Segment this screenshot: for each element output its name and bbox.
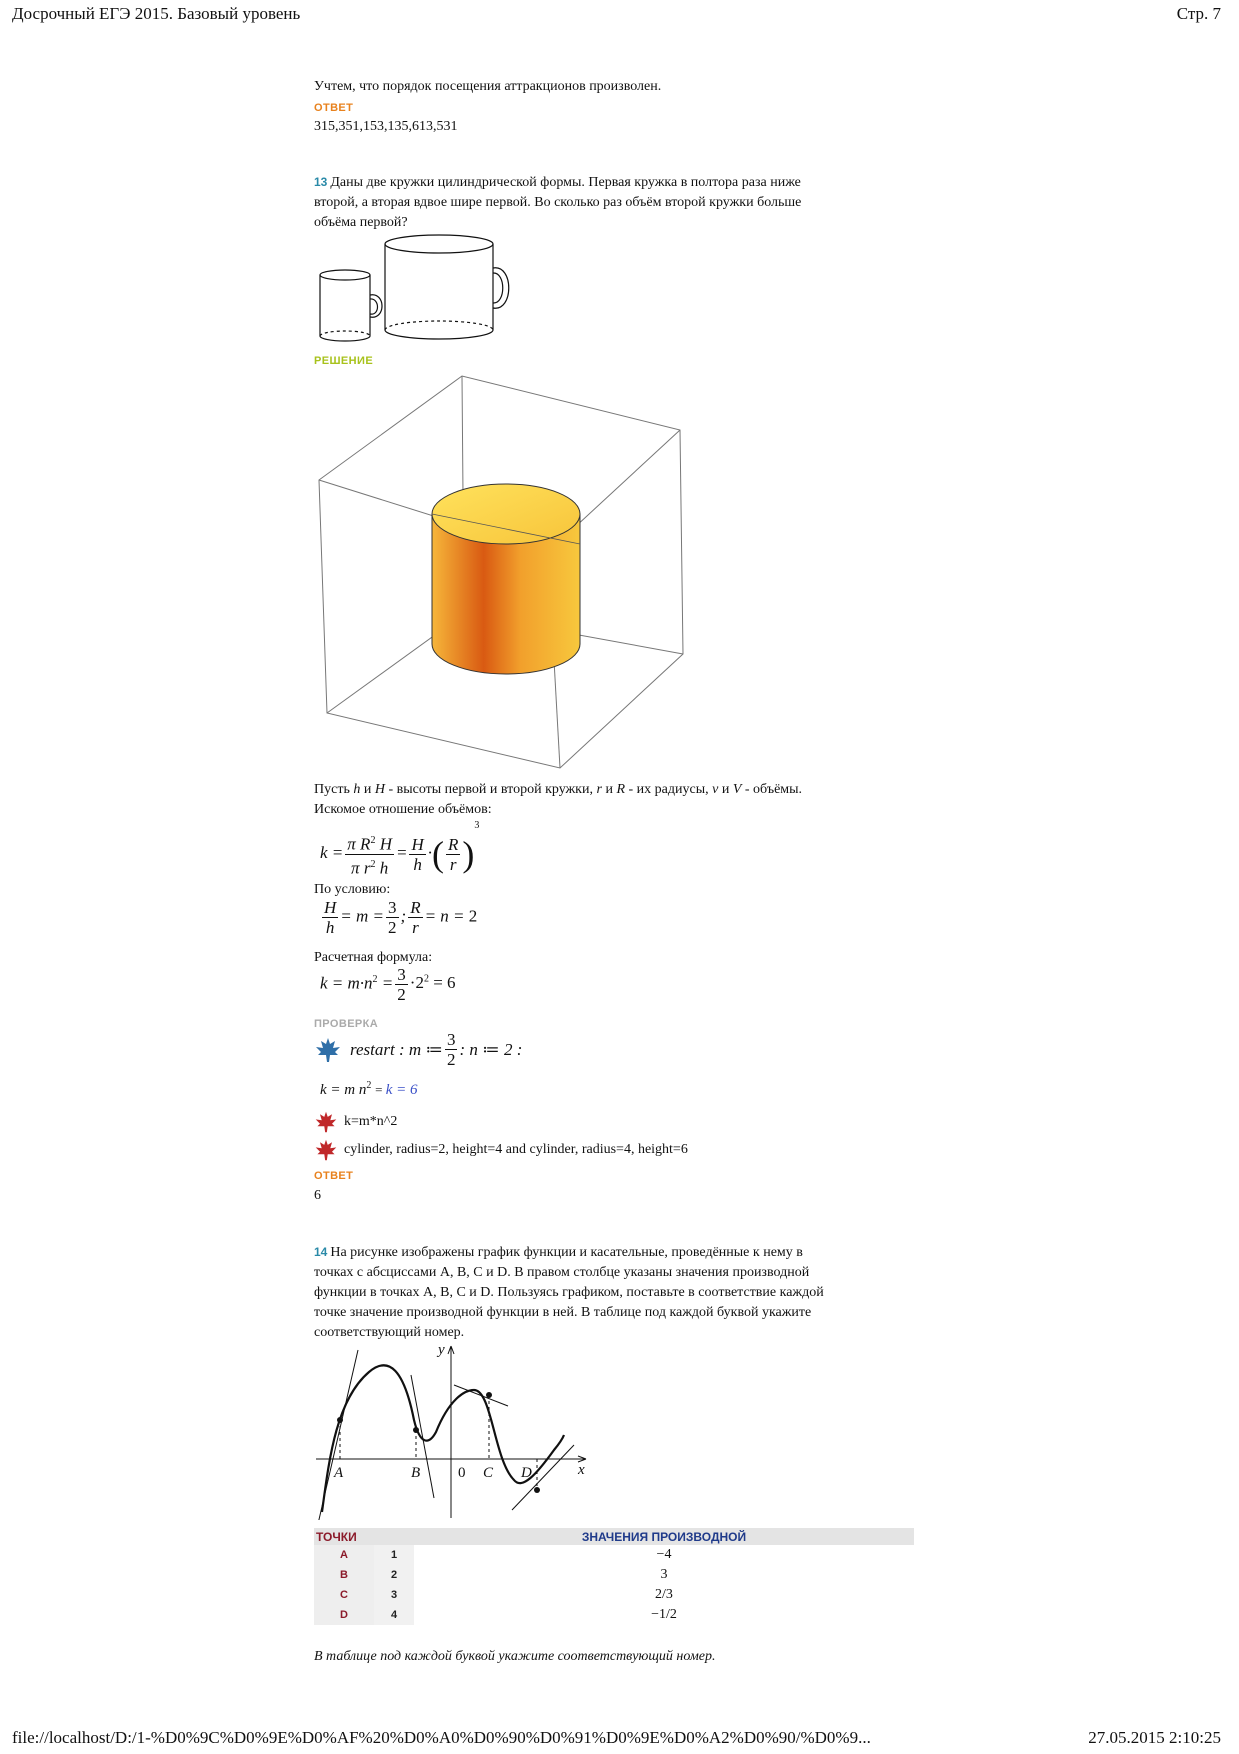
var-H: H [374, 782, 385, 797]
prev-note: Учтем, что порядок посещения аттракционов произволен. [314, 79, 662, 94]
value-cell: −4 [656, 1547, 672, 1562]
text: и [360, 782, 375, 797]
derivative-table [314, 1528, 914, 1625]
problem-14-line: На рисунке изображены график функции и касательные, проведённые к нему в [330, 1245, 803, 1260]
text: - высоты первой и второй кружки, [384, 782, 597, 797]
table-row [314, 1605, 914, 1625]
maple-result: k = 6 [385, 1082, 418, 1098]
number-cell: 1 [374, 1545, 414, 1565]
header-points: ТОЧКИ [314, 1528, 414, 1545]
problem-13-line: Даны две кружки цилиндрической формы. Первая кружка в полтора раза ниже [330, 175, 801, 190]
maple-command-tail: : n ≔ 2 : [459, 1039, 523, 1059]
maple-output-1: k = m $n^2 = k = 6$ [320, 1080, 418, 1098]
header-title: Досрочный ЕГЭ 2015. Базовый уровень [12, 4, 301, 23]
header-values: ЗНАЧЕНИЯ ПРОИЗВОДНОЙ [414, 1528, 914, 1545]
text: Пусть [314, 782, 354, 797]
point-label-b: B [411, 1465, 421, 1481]
point-cell: D [314, 1605, 374, 1625]
tangent-c [454, 1385, 508, 1406]
problem-14-line: точках с абсциссами A, B, C и D. В правом столбце указаны значения производной [314, 1265, 810, 1280]
formula-calc: $k = m\cdot n^2$ = $\frac{3}{2}$ $\cdot 2^2 = 6$ [320, 965, 456, 1004]
problem-14-number: 14 [314, 1245, 328, 1259]
maple-leaf-red-icon [314, 1110, 338, 1134]
point-cell: С [314, 1585, 374, 1605]
maple-leaf-icon [314, 1036, 342, 1064]
function-curve [322, 1365, 564, 1512]
maple-note-2 [314, 1138, 688, 1162]
text: - объёмы. [741, 782, 803, 797]
footer-url: file://localhost/D:/1-%D0%9C%D0%9E%D0%AF%20%D0%A0%D0%90%D0%91%D0%9E%D0%A2%D0%90/%D0%9... [12, 1728, 871, 1747]
maple-expression: k = m n [320, 1082, 367, 1098]
table-header [314, 1528, 914, 1545]
problem-14-line: функции в точках A, B, C и D. Пользуясь графиком, поставьте в соответствие каждой [314, 1285, 824, 1300]
y-axis-label: y [438, 1342, 445, 1358]
point-cell: В [314, 1565, 374, 1585]
text: и [718, 782, 733, 797]
table-row [314, 1545, 914, 1565]
point-label-a: A [334, 1465, 344, 1481]
problem-14-line: точке значение производной функции в ней. В таблице под каждой буквой укажите [314, 1305, 812, 1320]
var-v: v [712, 782, 719, 797]
maple-text: k=m*n^2 [344, 1114, 398, 1129]
text: - их радиусы, [625, 782, 713, 797]
var-r: r [596, 782, 602, 797]
ratio-text: Искомое отношение объёмов: [314, 802, 492, 817]
maple-command: restart : m ≔ [350, 1039, 443, 1059]
maple-leaf-red-icon [314, 1138, 338, 1162]
text: и [601, 782, 617, 797]
let-definition [314, 780, 914, 800]
var-R: R [616, 782, 625, 797]
maple-note-1 [314, 1110, 397, 1134]
point-label-c: C [483, 1465, 494, 1481]
check-label: ПРОВЕРКА [314, 1018, 379, 1030]
problem-13-number: 13 [314, 175, 328, 189]
problem-13-text [314, 172, 914, 233]
table-footnote: В таблице под каждой буквой укажите соответствующий номер. [314, 1649, 716, 1664]
problem-14-line: соответствующий номер. [314, 1325, 465, 1340]
number-cell: 3 [374, 1585, 414, 1605]
header-page-number: Стр. 7 [1176, 4, 1221, 23]
function-graph [314, 1340, 594, 1520]
x-axis-label: x [578, 1462, 585, 1478]
var-V: V [732, 782, 742, 797]
maple-text: cylinder, radius=2, height=4 and cylinder, radius=4, height=6 [344, 1142, 688, 1157]
solution-label: РЕШЕНИЕ [314, 355, 374, 367]
footer-datetime: 27.05.2015 2:10:25 [1088, 1728, 1221, 1747]
problem-13-line: объёма первой? [314, 215, 408, 230]
cylinder-3d-plot [314, 374, 684, 774]
value-cell: 2/3 [655, 1587, 673, 1602]
prev-answer: 315,351,153,135,613,531 [314, 119, 458, 134]
answer-13-label: ОТВЕТ [314, 1170, 354, 1182]
number-cell: 4 [374, 1605, 414, 1625]
calc-text: Расчетная формула: [314, 950, 433, 965]
maple-input-1: restart : m ≔ $\frac{3}{2}$ : n ≔ 2 : [314, 1030, 522, 1069]
table-row [314, 1565, 914, 1585]
point-cell: А [314, 1545, 374, 1565]
value-cell: 3 [660, 1567, 668, 1582]
origin-label: 0 [458, 1465, 466, 1481]
problem-13-line: второй, а вторая вдвое шире первой. Во сколько раз объём второй кружки больше [314, 195, 802, 210]
answer-13: 6 [314, 1188, 321, 1203]
value-cell: −1/2 [651, 1607, 677, 1622]
problem-14-text [314, 1242, 914, 1343]
mugs-illustration [314, 232, 544, 347]
number-cell: 2 [374, 1565, 414, 1585]
table-row [314, 1585, 914, 1605]
prev-answer-label: ОТВЕТ [314, 102, 354, 114]
var-h: h [353, 782, 361, 797]
formula-ratio: k = $\frac{\pi R^2 H}{\pi r^2 h}$ = $\frac{H}{h}$ ·( $\frac{R}{r}$ )$^3$ [320, 820, 480, 878]
condition-text: По условию: [314, 882, 391, 897]
point-label-d: D [521, 1465, 532, 1481]
formula-condition: $\frac{H}{h}$ = m = $\frac{3}{2}$ ; $\frac{R}{r}$ = n = 2 [324, 898, 478, 937]
